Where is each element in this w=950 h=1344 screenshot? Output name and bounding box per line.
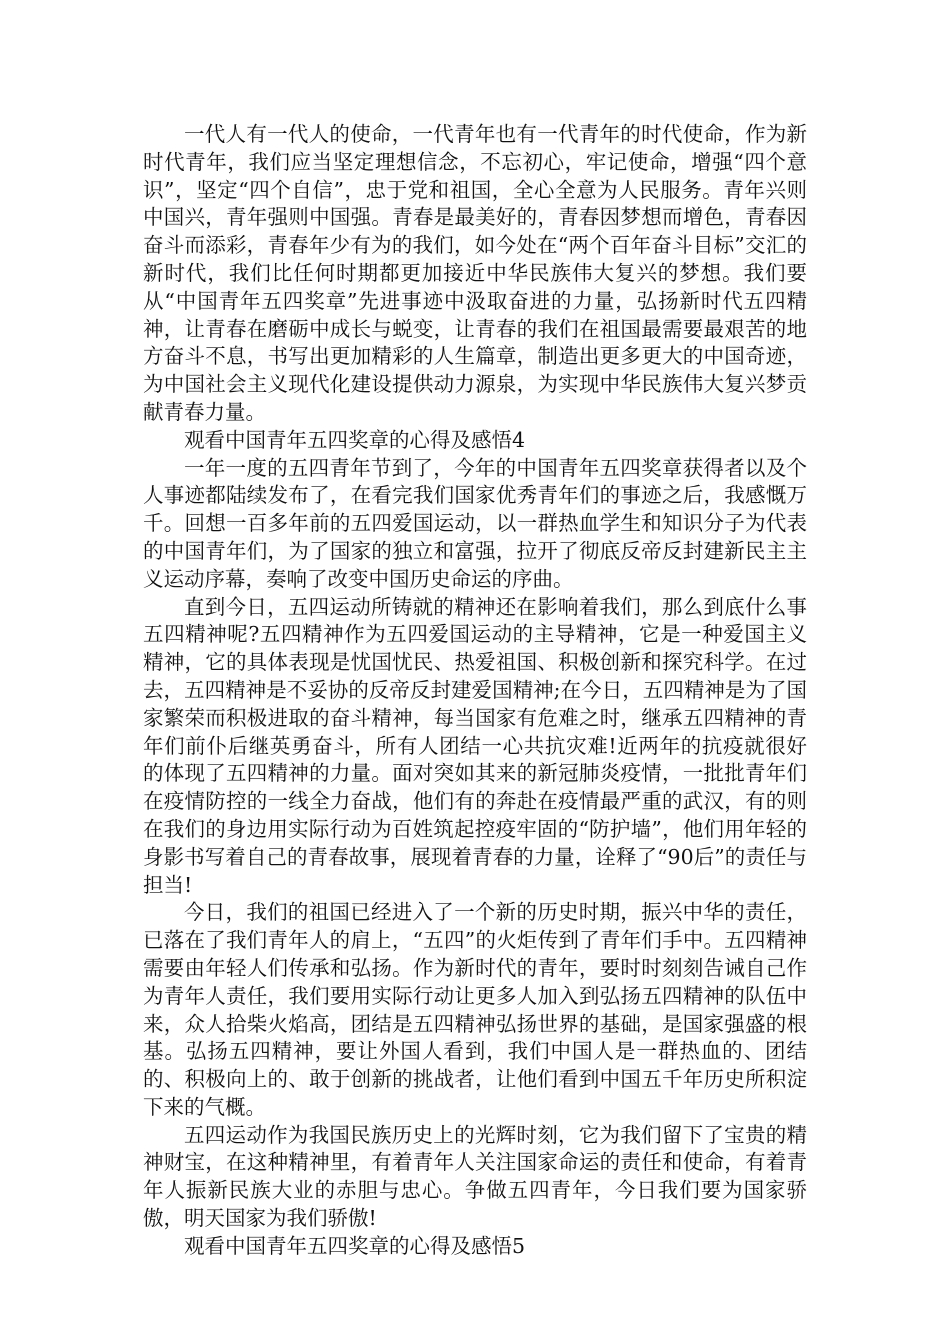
paragraph-may-fourth-festival: 一年一度的五四青年节到了，今年的中国青年五四奖章获得者以及个人事迹都陆续发布了，在看完我们国家优秀青年们的事迹之后，我感慨万千。回想一百多年前的五四爱国运动，以一群热血学生和知识分子为代表的中国青年们，为了国家的独立和富强，拉开了彻底反帝反封建新民主主义运动序幕，奏响了改变中国历史命运的序曲。 (143, 455, 807, 591)
section-heading-5: 观看中国青年五四奖章的心得及感悟5 (184, 1233, 526, 1258)
section-heading-4: 观看中国青年五四奖章的心得及感悟4 (184, 427, 526, 452)
paragraph-youth-mission: 一代人有一代人的使命，一代青年也有一代青年的时代使命，作为新时代青年，我们应当坚定理想信念，不忘初心，牢记使命，增强“四个意识”，坚定“四个自信”，忠于党和祖国，全心全意为人民服务。青年兴则中国兴，青年强则中国强。青春是最美好的，青春因梦想而增色，青春因奋斗而添彩，青春年少有为的我们，如今处在“两个百年奋斗目标”交汇的新时代，我们比任何时期都更加接近中华民族伟大复兴的梦想。我们要从“中国青年五四奖章”先进事迹中汲取奋进的力量，弘扬新时代五四精神，让青春在磨砺中成长与蜕变，让青春的我们在祖国最需要最艰苦的地方奋斗不息，书写出更加精彩的人生篇章，制造出更多更大的中国奇迹，为中国社会主义现代化建设提供动力源泉，为实现中华民族伟大复兴梦贡献青春力量。 (143, 122, 807, 424)
document-body (143, 121, 807, 1261)
paragraph-may-fourth-spirit: 直到今日，五四运动所铸就的精神还在影响着我们，那么到底什么事五四精神呢?五四精神作为五四爱国运动的主导精神，它是一种爱国主义精神，它的具体表现是忧国忧民、热爱祖国、积极创新和探究科学。在过去，五四精神是不妥协的反帝反封建爱国精神;在今日，五四精神是为了国家繁荣而积极进取的奋斗精神，每当国家有危难之时，继承五四精神的青年们前仆后继英勇奋斗，所有人团结一心共抗灾难!近两年的抗疫就很好的体现了五四精神的力量。面对突如其来的新冠肺炎疫情，一批批青年们在疫情防控的一线全力奋战，他们有的奔赴在疫情最严重的武汉，有的则在我们的身边用实际行动为百姓筑起控疫牢固的“防护墙”，他们用年轻的身影书写着自己的青春故事，展现着青春的力量，诠释了“90后”的责任与担当! (143, 594, 807, 897)
paragraph-new-era-responsibility: 今日，我们的祖国已经进入了一个新的历史时期，振兴中华的责任，已落在了我们青年人的肩上，“五四”的火炬传到了青年们手中。五四精神需要由年轻人们传承和弘扬。作为新时代的青年，要时时刻刻告诫自己作为青年人责任，我们要用实际行动让更多人加入到弘扬五四精神的队伍中来，众人拾柴火焰高，团结是五四精神弘扬世界的基础，是国家强盛的根基。弘扬五四精神，要让外国人看到，我们中国人是一群热血的、团结的、积极向上的、敢于创新的挑战者，让他们看到中国五千年历史所积淀下来的气概。 (143, 900, 807, 1119)
paragraph-glorious-moment: 五四运动作为我国民族历史上的光辉时刻，它为我们留下了宝贵的精神财宝，在这种精神里，有着青年人关注国家命运的责任和使命，有着青年人振新民族大业的赤胆与忠心。争做五四青年，今日我们要为国家骄傲，明天国家为我们骄傲! (143, 1122, 807, 1231)
